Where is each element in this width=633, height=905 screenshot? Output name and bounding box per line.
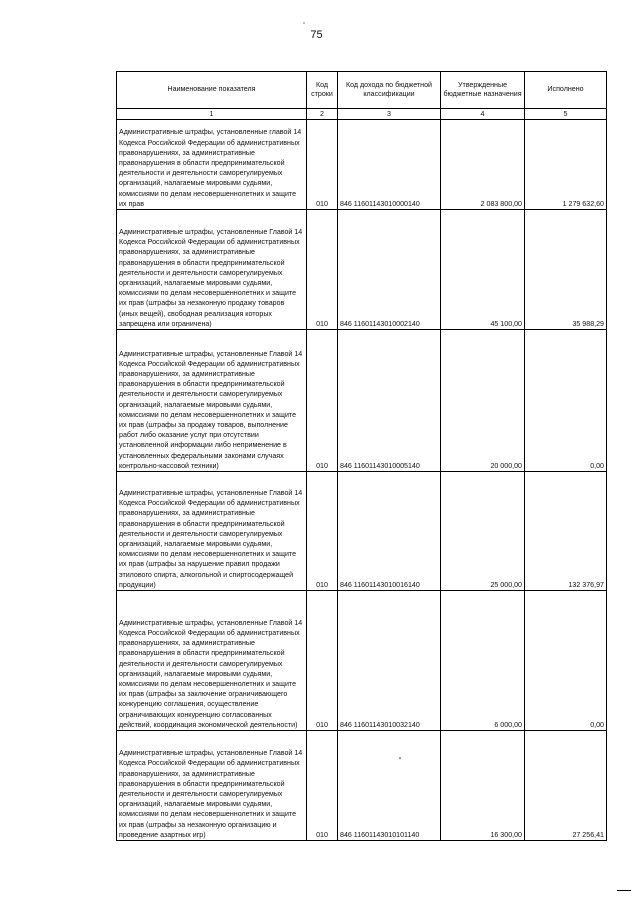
row-line-code: 010 — [307, 591, 338, 731]
row-name: Административные штрафы, установленные Главой 14 Кодекса Российской Федерации об административных правонарушениях, за административные правонарушения в области предпринимательской деятельности и деятельности саморегулируемых организаций, налагаемые мировыми судьями, комиссиями по делам несовершеннолетних и защите их прав (штрафы за нарушение правил продажи этилового спирта, алкогольной и спиртосодержащей продукции) — [117, 472, 307, 591]
table-row — [117, 210, 607, 330]
row-executed: 0,00 — [525, 330, 607, 472]
row-name: Административные штрафы, установленные Главой 14 Кодекса Российской Федерации об административных правонарушениях, за административные правонарушения в области предпринимательской деятельности и деятельности саморегулируемых организаций, налагаемые мировыми судьями, комиссиями по делам несовершеннолетних и защите их прав (штрафы за продажу товаров, выполнение работ либо оказание услуг при отсутствии установленной информации либо неприменение в установленных федеральными законами случаях контрольно-кассовой техники) — [117, 330, 307, 472]
row-executed: 35 988,29 — [525, 210, 607, 330]
scan-speck — [303, 22, 305, 24]
row-income-code: 846 11601143010032140 — [338, 591, 441, 731]
header-executed: Исполнено — [525, 72, 607, 109]
header-income-code: Код дохода по бюджетной классификации — [338, 72, 441, 109]
scan-speck — [399, 757, 401, 759]
table-header-row — [117, 72, 607, 109]
row-line-code: 010 — [307, 210, 338, 330]
table-row — [117, 731, 607, 841]
row-line-code: 010 — [307, 472, 338, 591]
row-income-code: 846 11601143010101140 — [338, 731, 441, 841]
header-name: Наименование показателя — [117, 72, 307, 109]
row-name: Административные штрафы, установленные Главой 14 Кодекса Российской Федерации об административных правонарушениях, за административные правонарушения в области предпринимательской деятельности и деятельности саморегулируемых организаций, налагаемые мировыми судьями, комиссиями по делам несовершеннолетних и защите их прав (штрафы за незаконную организацию и проведение азартных игр) — [117, 731, 307, 841]
row-approved: 16 300,00 — [441, 731, 525, 841]
row-income-code: 846 11601143010000140 — [338, 120, 441, 210]
table-row — [117, 472, 607, 591]
column-number-row — [117, 109, 607, 120]
budget-execution-table — [116, 71, 607, 841]
row-executed: 0,00 — [525, 591, 607, 731]
table-row — [117, 330, 607, 472]
row-executed: 27 256,41 — [525, 731, 607, 841]
table-row — [117, 591, 607, 731]
page-number: 75 — [310, 29, 323, 41]
row-line-code: 010 — [307, 731, 338, 841]
row-approved: 6 000,00 — [441, 591, 525, 731]
row-income-code: 846 11601143010002140 — [338, 210, 441, 330]
row-income-code: 846 11601143010005140 — [338, 330, 441, 472]
row-name: Административные штрафы, установленные Главой 14 Кодекса Российской Федерации об административных правонарушениях, за административные правонарушения в области предпринимательской деятельности и деятельности саморегулируемых организаций, налагаемые мировыми судьями, комиссиями по делам несовершеннолетних и защите их прав (штрафы за заключение ограничивающего конкуренцию соглашения, осуществление ограничивающих конкуренцию согласованных действий, координация экономической деятельности) — [117, 591, 307, 731]
row-name: Административные штрафы, установленные Главой 14 Кодекса Российской Федерации об административных правонарушениях, за административные правонарушения в области предпринимательской деятельности и деятельности саморегулируемых организаций, налагаемые мировыми судьями, комиссиями по делам несовершеннолетних и защите их прав (штрафы за незаконную продажу товаров (иных вещей), свободная реализация которых запрещена или ограничена) — [117, 210, 307, 330]
row-line-code: 010 — [307, 120, 338, 210]
row-approved: 25 000,00 — [441, 472, 525, 591]
row-income-code: 846 11601143010016140 — [338, 472, 441, 591]
column-number: 4 — [441, 109, 525, 120]
table-row — [117, 120, 607, 210]
row-approved: 2 083 800,00 — [441, 120, 525, 210]
column-number: 1 — [117, 109, 307, 120]
row-approved: 45 100,00 — [441, 210, 525, 330]
row-approved: 20 000,00 — [441, 330, 525, 472]
column-number: 3 — [338, 109, 441, 120]
row-executed: 132 376,97 — [525, 472, 607, 591]
column-number: 2 — [307, 109, 338, 120]
header-line-code: Код строки — [307, 72, 338, 109]
column-number: 5 — [525, 109, 607, 120]
header-approved: Утвержденные бюджетные назначения — [441, 72, 525, 109]
scan-edge-mark — [617, 890, 631, 891]
row-executed: 1 279 632,60 — [525, 120, 607, 210]
row-name: Административные штрафы, установленные главой 14 Кодекса Российской Федерации об административных правонарушениях, за административные правонарушения в области предпринимательской деятельности и деятельности саморегулируемых организаций, налагаемые мировыми судьями, комиссиями по делам несовершеннолетних и защите их прав — [117, 120, 307, 210]
row-line-code: 010 — [307, 330, 338, 472]
